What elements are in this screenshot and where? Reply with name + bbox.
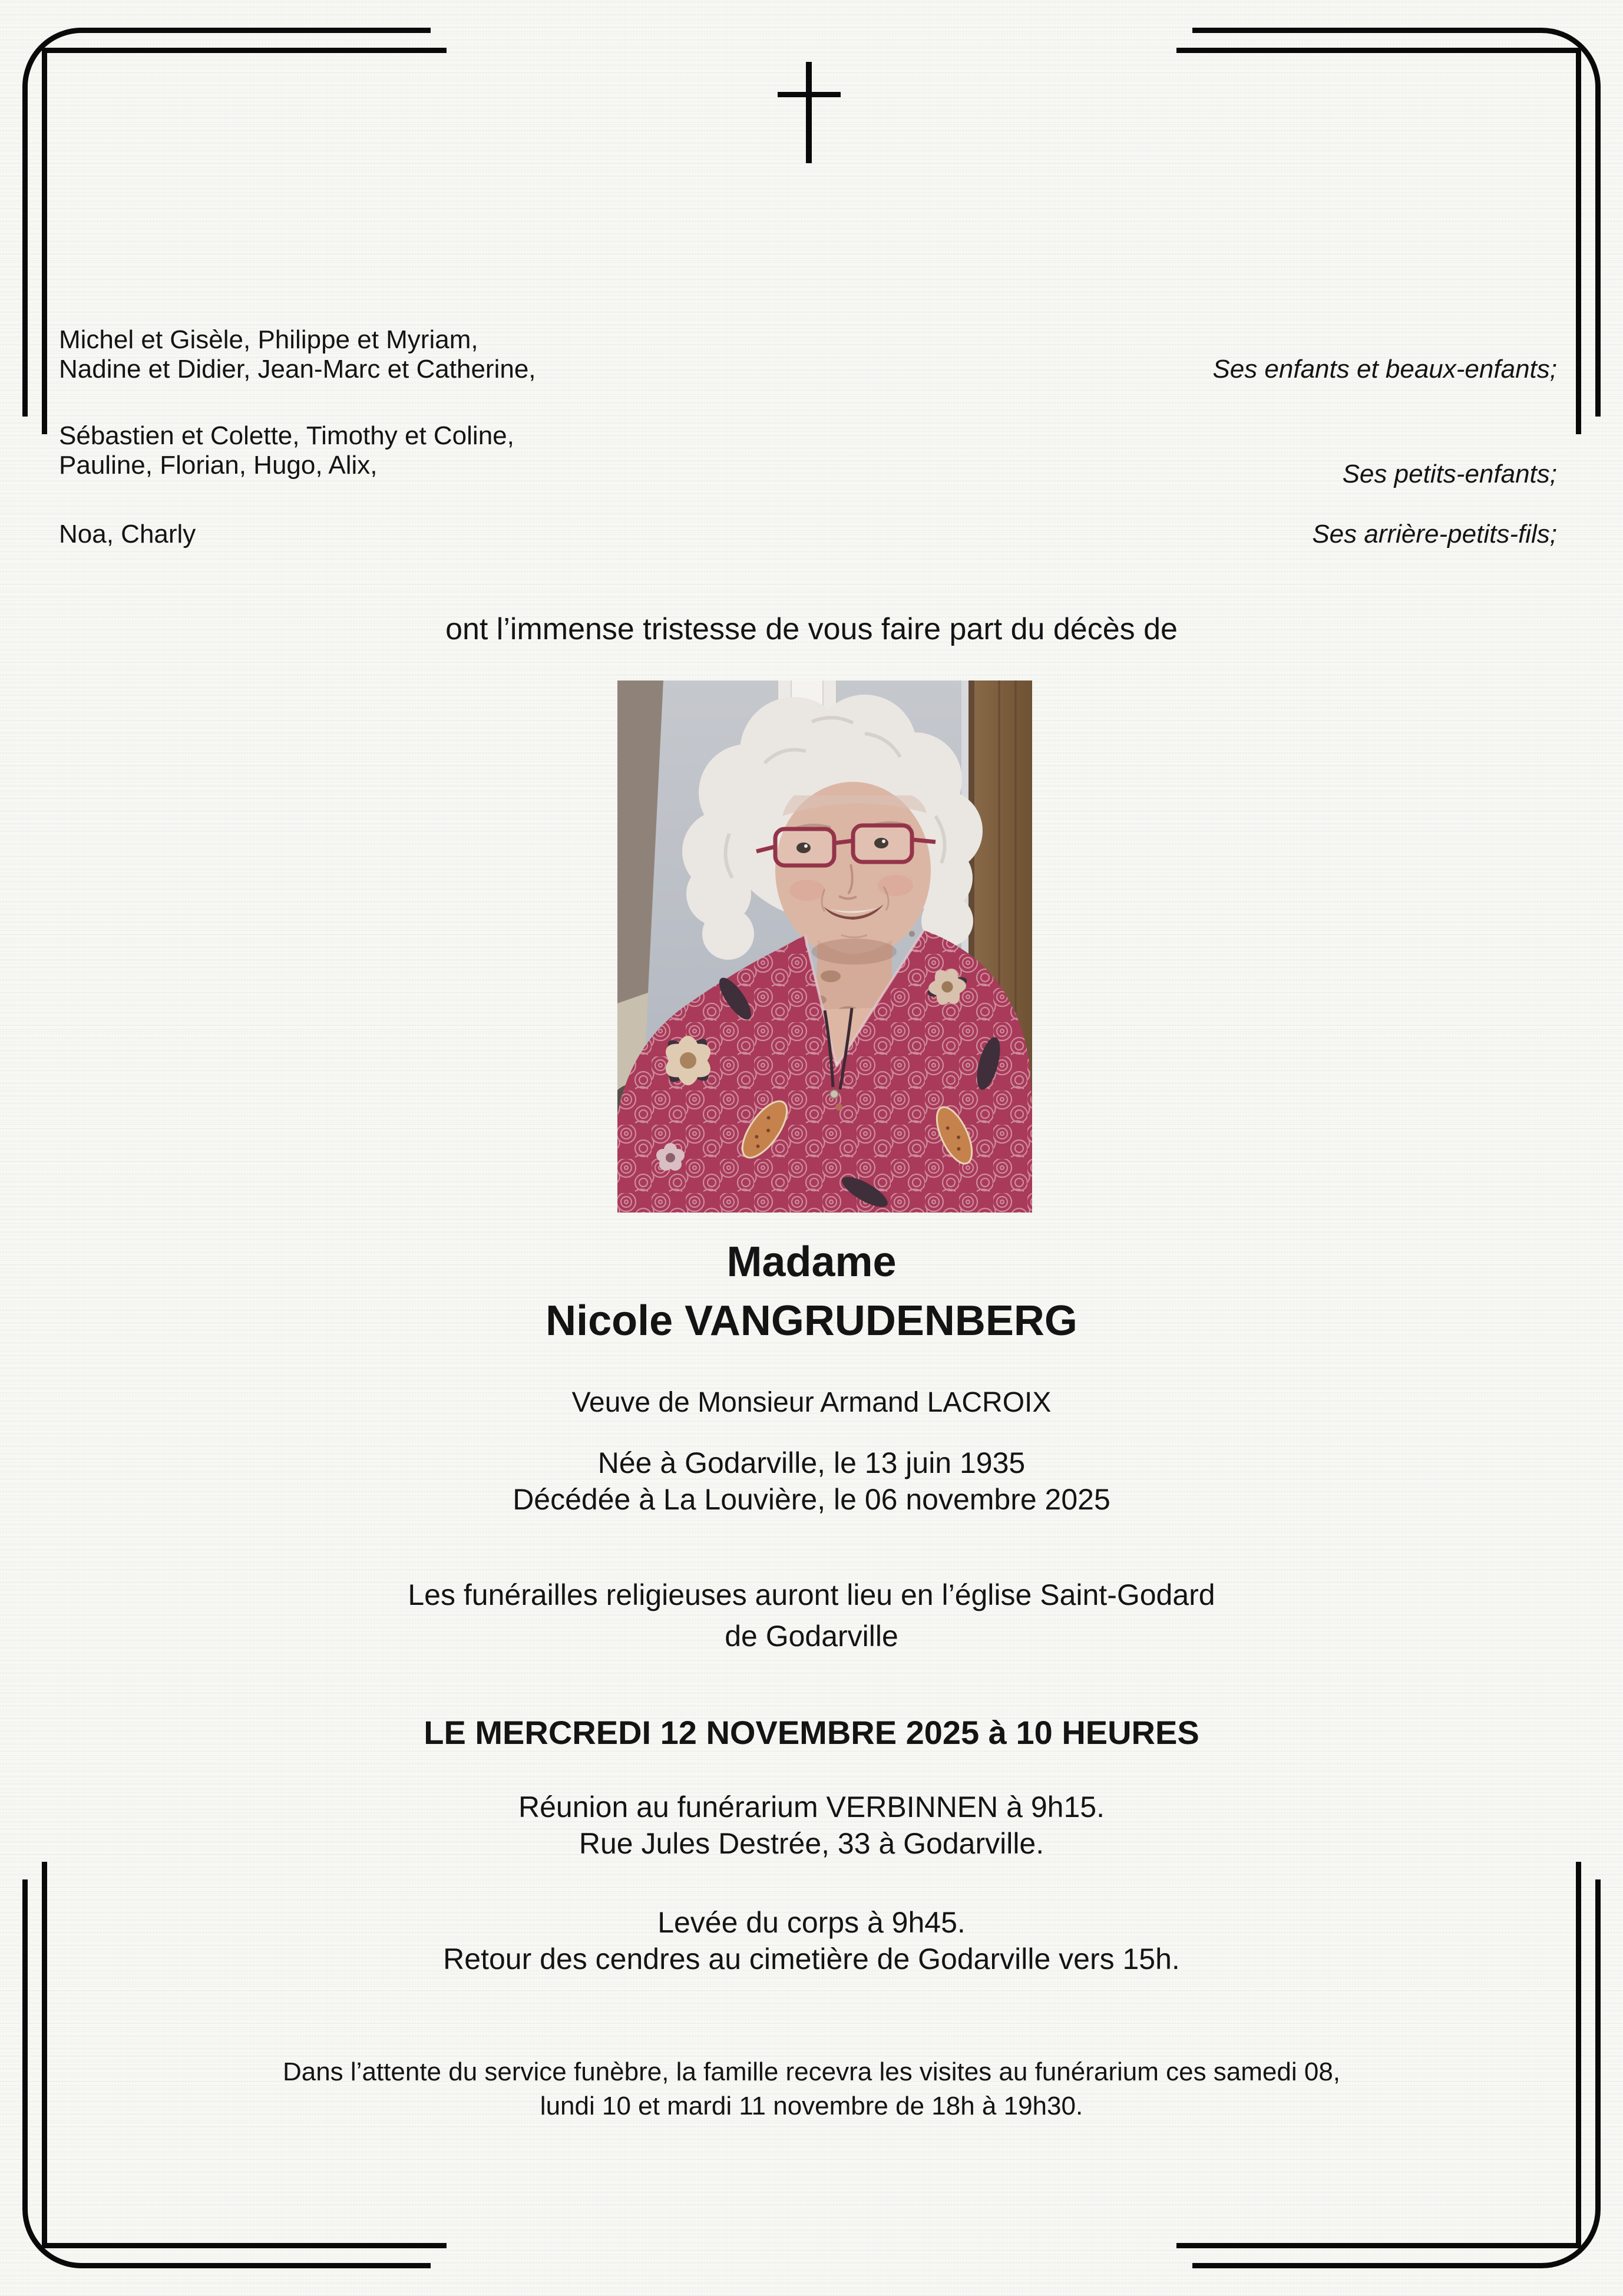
announcement-line: ont l’immense tristesse de vous faire part du décès de [445, 612, 1178, 646]
levee-line-2: Retour des cendres au cimetière de Godarville vers 15h. [443, 1942, 1180, 1975]
ceremony-date-line: LE MERCREDI 12 NOVEMBRE 2025 à 10 HEURES [424, 1714, 1199, 1751]
relation-label-children: Ses enfants et beaux-enfants; [1212, 355, 1557, 384]
portrait-photo [617, 680, 1032, 1213]
woman-face [775, 782, 931, 959]
death-line: Décédée à La Louvière, le 06 novembre 2025 [513, 1483, 1110, 1516]
name-line: Noa, Charly [59, 520, 196, 549]
meeting-line-1: Réunion au funérarium VERBINNEN à 9h15. [518, 1790, 1105, 1823]
family-group-grandchildren [59, 421, 1557, 488]
family-section [59, 325, 1557, 549]
relation-label-great-grandchildren: Ses arrière-petits-fils; [1312, 520, 1557, 549]
family-group-great-grandchildren [59, 520, 1557, 549]
visits-line-1: Dans l’attente du service funèbre, la famille recevra les visites au funérarium ces samedi 08, [282, 2057, 1341, 2086]
name-line: Pauline, Florian, Hugo, Alix, [59, 451, 378, 480]
visits-block [0, 2055, 1623, 2123]
visits-line-2: lundi 10 et mardi 11 novembre de 18h à 19h30. [540, 2092, 1083, 2120]
levee-line-1: Levée du corps à 9h45. [657, 1906, 966, 1939]
church-line-1: Les funérailles religieuses auront lieu en l’église Saint-Godard [408, 1578, 1215, 1611]
family-names [59, 421, 514, 480]
family-names [59, 325, 536, 384]
deceased-name: Nicole VANGRUDENBERG [546, 1297, 1077, 1344]
birth-death-block [0, 1445, 1623, 1518]
cross-icon [778, 62, 841, 163]
church-block [0, 1574, 1623, 1657]
relation-label-grandchildren: Ses petits-enfants; [1342, 460, 1557, 488]
church-line-2: de Godarville [725, 1620, 898, 1653]
name-line: Nadine et Didier, Jean-Marc et Catherine, [59, 355, 536, 384]
deceased-name-block [0, 1233, 1623, 1350]
body-removal-block [0, 1904, 1623, 1977]
widow-line: Veuve de Monsieur Armand LACROIX [571, 1387, 1052, 1418]
meeting-block [0, 1789, 1623, 1862]
portrait-illustration [617, 680, 1032, 1213]
family-group-children [59, 325, 1557, 384]
meeting-line-2: Rue Jules Destrée, 33 à Godarville. [579, 1827, 1044, 1860]
family-names [59, 520, 196, 549]
name-line: Michel et Gisèle, Philippe et Myriam, [59, 325, 478, 354]
name-line: Sébastien et Colette, Timothy et Coline, [59, 421, 514, 450]
deceased-title: Madame [726, 1238, 897, 1286]
birth-line: Née à Godarville, le 13 juin 1935 [597, 1446, 1026, 1479]
